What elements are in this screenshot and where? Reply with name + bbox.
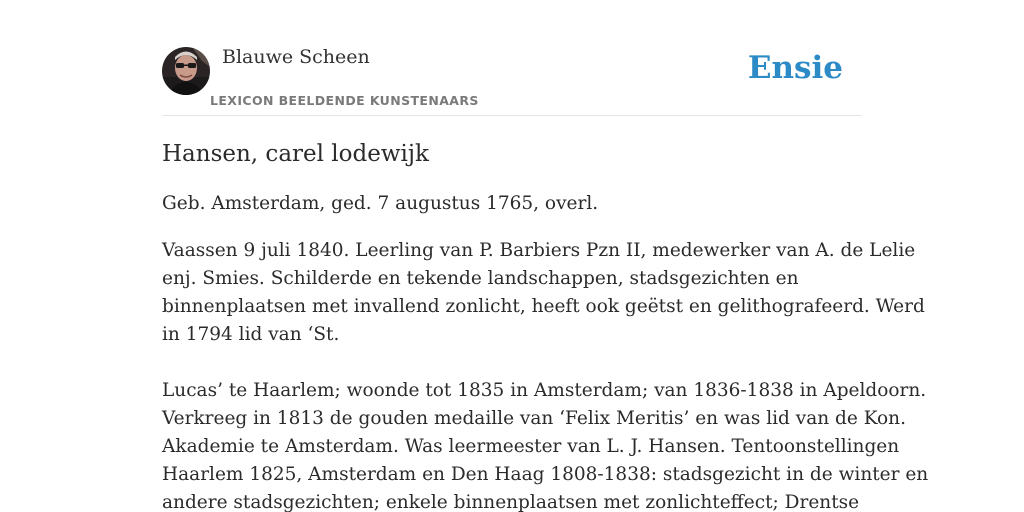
article-lead: Geb. Amsterdam, ged. 7 augustus 1765, overl.: [162, 193, 599, 214]
site-logo[interactable]: Ensie: [747, 50, 843, 86]
paragraph-line: andere stadsgezichten; enkele binnenplaatsen met zonlichteffect; Drentse: [162, 492, 860, 512]
article-body: [162, 138, 929, 512]
article-title: Hansen, carel lodewijk: [162, 141, 429, 167]
publication-name[interactable]: LEXICON BEELDENDE KUNSTENAARS: [210, 93, 479, 108]
author-name[interactable]: Blauwe Scheen: [222, 46, 370, 68]
paragraph-line: in 1794 lid van ‘St.: [162, 324, 340, 345]
user-avatar-icon: [162, 47, 210, 95]
paragraph-line: Haarlem 1825, Amsterdam en Den Haag 1808-1838: stadsgezicht in de winter en: [162, 464, 929, 485]
paragraph-line: Vaassen 9 juli 1840. Leerling van P. Barbiers Pzn II, medewerker van A. de Lelie: [162, 240, 916, 261]
article-header: [162, 46, 862, 116]
paragraph-line: enj. Smies. Schilderde en tekende landschappen, stadsgezichten en: [162, 268, 799, 289]
paragraph-line: Lucas’ te Haarlem; woonde tot 1835 in Amsterdam; van 1836-1838 in Apeldoorn.: [162, 380, 927, 401]
paragraph-line: Akademie te Amsterdam. Was leermeester van L. J. Hansen. Tentoonstellingen: [162, 436, 900, 457]
paragraph-line: Verkreeg in 1813 de gouden medaille van ‘Felix Meritis’ en was lid van de Kon.: [162, 408, 906, 429]
article-paragraph-1: [162, 237, 925, 349]
author-avatar[interactable]: [162, 47, 210, 95]
article-paragraph-2: [162, 377, 929, 512]
paragraph-line: binnenplaatsen met invallend zonlicht, heeft ook geëtst en gelithografeerd. Werd: [162, 296, 925, 317]
